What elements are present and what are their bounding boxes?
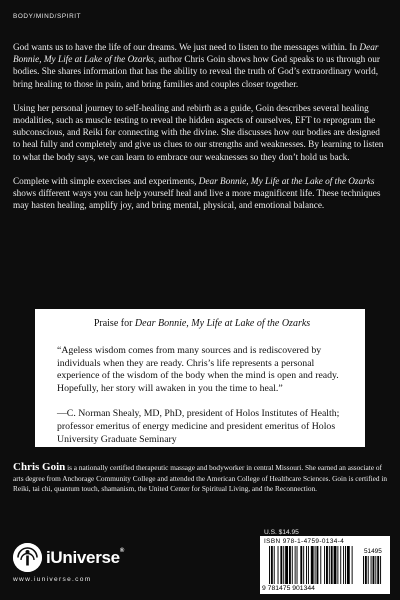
barcode-bar — [334, 546, 337, 584]
text-run: , author Chris Goin shows how God speaks to us through our bodies. She shares information that has the ability to reveal the truth of God’s extraordinary world, bring healing to those in pain, and bring families and couples closer together. — [13, 55, 380, 90]
barcode — [260, 536, 390, 594]
addon-bar — [371, 556, 372, 584]
barcode-bar — [331, 546, 333, 584]
publisher-name — [46, 548, 124, 568]
text-run: Complete with simple exercises and experiments, — [13, 176, 199, 187]
blurb-paragraph-2: Using her personal journey to self-healing and rebirth as a guide, Goin describes several healing modalities, such as muscle testing to reveal the hidden aspects of ourselves, EFT to reprogram the subconscious, and Reiki for connecting with the divine. She discusses how our bodies are designed to heal fully and completely and give us clues to our strengths and weaknesses. By learning to listen to what the body says, we can learn to embrace our weaknesses so they don’t hold us back. — [13, 103, 384, 163]
publisher-name-text: iUniverse — [46, 547, 120, 567]
praise-title-prefix: Praise for — [93, 318, 135, 329]
barcode-bar — [320, 546, 321, 584]
category-label: BODY/MIND/SPIRIT — [13, 13, 82, 20]
barcode-bar — [315, 546, 316, 584]
publisher-website: www.iuniverse.com — [13, 576, 92, 583]
praise-box — [35, 309, 365, 447]
praise-title-book: Dear Bonnie, My Life at Lake of the Ozarks — [134, 318, 311, 329]
praise-attribution: —C. Norman Shealy, MD, PhD, president of Holos Institutes of Health; professor emeritus of energy medicine and president emeritus of Holos University Graduate Seminary — [57, 408, 340, 445]
barcode-bar — [278, 546, 279, 584]
barcode-bar — [280, 546, 282, 584]
text-run: God wants us to have the life of our dreams. We just need to listen to the messages within. In — [13, 43, 360, 53]
ean-digits: 9 781475 901344 — [262, 585, 315, 592]
blurb — [13, 42, 389, 224]
addon-bar — [373, 556, 375, 584]
publisher-block — [13, 543, 133, 583]
price-label: U.S. $14.95 — [264, 529, 299, 536]
barcode-bar — [295, 546, 296, 584]
praise-title — [57, 318, 347, 329]
publisher-logo — [13, 543, 133, 572]
barcode-bar — [317, 546, 319, 584]
author-bio — [13, 462, 389, 495]
barcode-bar — [271, 546, 273, 584]
text-run: shows different ways you can help yourself heal and live a more magnificent life. These techniques may hasten healing, amplify joy, and bring mental, physical, and emotional balance. — [13, 189, 381, 212]
barcode-bar — [352, 546, 353, 584]
barcode-bar — [289, 546, 291, 584]
barcode-bar — [329, 546, 330, 584]
addon-bar — [368, 556, 369, 584]
barcode-bar — [285, 546, 288, 584]
addon-digits: 51495 — [364, 548, 382, 555]
addon-bar — [380, 556, 381, 584]
barcode-bar — [343, 546, 344, 584]
blurb-paragraph-1 — [13, 42, 389, 91]
barcode-bar — [269, 546, 270, 584]
barcode-bar — [308, 546, 309, 584]
blurb-paragraph-3 — [13, 176, 389, 213]
barcode-bar — [300, 546, 302, 584]
trademark-mark: ® — [119, 547, 124, 554]
iuniverse-logo-icon — [13, 543, 42, 572]
barcode-bar — [274, 546, 275, 584]
barcode-bar — [337, 546, 338, 584]
barcode-bar — [326, 546, 328, 584]
addon-bar — [375, 556, 376, 584]
barcode-bar — [340, 546, 341, 584]
barcode-bar — [297, 546, 298, 584]
addon-bar — [377, 556, 379, 584]
barcode-bar — [324, 546, 325, 584]
book-title-italic: Dear Bonnie, My Life at the Lake of the Ozarks — [198, 176, 375, 187]
barcode-bar — [306, 546, 307, 584]
barcode-bar — [303, 546, 304, 584]
barcode-bar — [283, 546, 284, 584]
barcode-bar — [292, 546, 293, 584]
praise-quote: “Ageless wisdom comes from many sources and is rediscovered by individuals when they are ready. Chris’s life represents a personal experience of the wisdom of the body when the mind is open and ready. Hopefully, her story will awaken in you the time to heal.” — [57, 345, 339, 394]
addon-bar — [365, 556, 367, 584]
barcode-bar — [311, 546, 314, 584]
barcode-bar — [345, 546, 346, 584]
addon-bar — [363, 556, 364, 584]
author-name: Chris Goin — [13, 461, 66, 473]
author-bio-text: is a nationally certified therapeutic massage and bodyworker in central Missouri. She earned an associate of arts degree from Anchorage Community College and attended the American College of Healthcare Sciences. Goin is certified in Reiki, tai chi, quantum touch, shamanism, the United Center for Spiritual Living, and the Reconnection. — [13, 463, 388, 493]
barcode-bar — [347, 546, 350, 584]
isbn-text: ISBN 978-1-4759-0134-4 — [264, 538, 345, 545]
book-title-italic: Dear Bonnie, My Life at Lake of the Ozarks — [13, 43, 379, 66]
